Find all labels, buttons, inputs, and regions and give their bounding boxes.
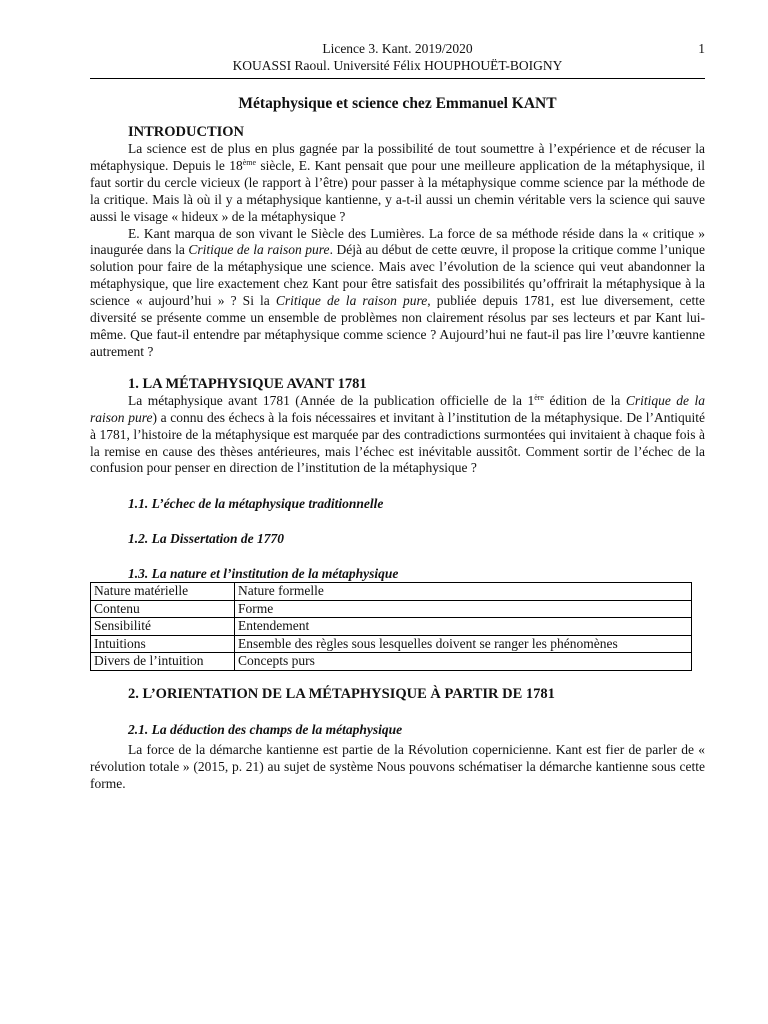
table-cell: Nature matérielle	[91, 583, 235, 601]
header-author-line: KOUASSI Raoul. Université Félix HOUPHOUËT-BOIGNY	[232, 58, 563, 73]
table-cell: Intuitions	[91, 635, 235, 653]
header-course-line: Licence 3. Kant. 2019/2020	[322, 41, 473, 56]
section-2-heading: 2. L’ORIENTATION DE LA MÉTAPHYSIQUE À PARTIR DE 1781	[128, 685, 555, 702]
table-cell: Contenu	[91, 600, 235, 618]
section-1-paragraph: La métaphysique avant 1781 (Année de la publication officielle de la 1ère édition de la Critique de la raison pure) a connu des échecs à la fois nécessaires et invitant à l’institution de la métaphysique. De l’Antiquité à 1781, l’histoire de la métaphysique est marquée par des contradictions surmontées qui invitaient à chaque fois à la remise en cause des thèses antérieures, mais l’échec est inévitable aussitôt. Comment sortir de l’échec de la confusion pour penser en direction de l’institution de la métaphysique ?	[90, 392, 705, 476]
subsection-1-3-heading: 1.3. La nature et l’institution de la métaphysique	[128, 566, 399, 582]
table-cell: Ensemble des règles sous lesquelles doivent se ranger les phénomènes	[235, 635, 692, 653]
subsection-1-2-heading: 1.2. La Dissertation de 1770	[128, 531, 285, 547]
document-page	[90, 40, 705, 793]
table-row	[91, 618, 692, 636]
page-header	[90, 40, 705, 74]
page-number: 1	[698, 41, 705, 56]
intro-paragraph-2: E. Kant marqua de son vivant le Siècle des Lumières. La force de sa méthode réside dans la « critique » inaugurée dans la Critique de la raison pure. Déjà au début de cette œuvre, il propose la critique comme l’unique solution pour faire de la métaphysique une science. Mais avec l’évolution de la science qui veut abandonner la métaphysique, que lire exactement chez Kant pour être satisfait des possibilités qu’offrirait la métaphysique à la science « aujourd’hui » ? Si la Critique de la raison pure, publiée depuis 1781, est lue diversement, cette diversité se présente comme un ensemble de problèmes non clairement résolus par ses lecteurs et par Kant lui-même. Que faut-il entendre par métaphysique comme science ? Aujourd’hui ne faut-il pas lire l’œuvre kantienne autrement ?	[90, 225, 706, 359]
table-row	[91, 600, 692, 618]
table-cell: Entendement	[235, 618, 692, 636]
table-cell: Divers de l’intuition	[91, 653, 235, 671]
section-1-heading: 1. LA MÉTAPHYSIQUE AVANT 1781	[128, 375, 367, 392]
table-row	[91, 635, 692, 653]
document-title: Métaphysique et science chez Emmanuel KANT	[238, 95, 557, 112]
table-row	[91, 653, 692, 671]
subsection-2-1-heading: 2.1. La déduction des champs de la métaphysique	[128, 721, 403, 737]
subsection-1-1-heading: 1.1. L’échec de la métaphysique traditionnelle	[128, 496, 384, 512]
intro-heading: INTRODUCTION	[128, 124, 245, 140]
header-rule	[90, 78, 705, 79]
table-cell: Sensibilité	[91, 618, 235, 636]
table-cell: Concepts purs	[235, 653, 692, 671]
nature-table	[90, 582, 692, 671]
table-cell: Forme	[235, 600, 692, 618]
table-row	[91, 583, 692, 601]
section-2-paragraph: La force de la démarche kantienne est partie de la Révolution copernicienne. Kant est fier de parler de « révolution totale » (2015, p. 21) au sujet de système Nous pouvons schématiser la démarche kantienne sous cette forme.	[90, 741, 705, 791]
intro-paragraph-1: La science est de plus en plus gagnée par la possibilité de tout soumettre à l’expérience et de récuser la métaphysique. Depuis le 18ème siècle, E. Kant pensait que pour une meilleure application de la métaphysique, il faut sortir du cercle vicieux (le rapport à l’être) pour passer à la métaphysique comme science par la méthode de la critique. Mais là où il y a métaphysique kantienne, y a-t-il aussi un chemin véritable vers la science qui sauve aussi le visage « hideux » de la métaphysique ?	[90, 141, 706, 224]
table-cell: Nature formelle	[235, 583, 692, 601]
